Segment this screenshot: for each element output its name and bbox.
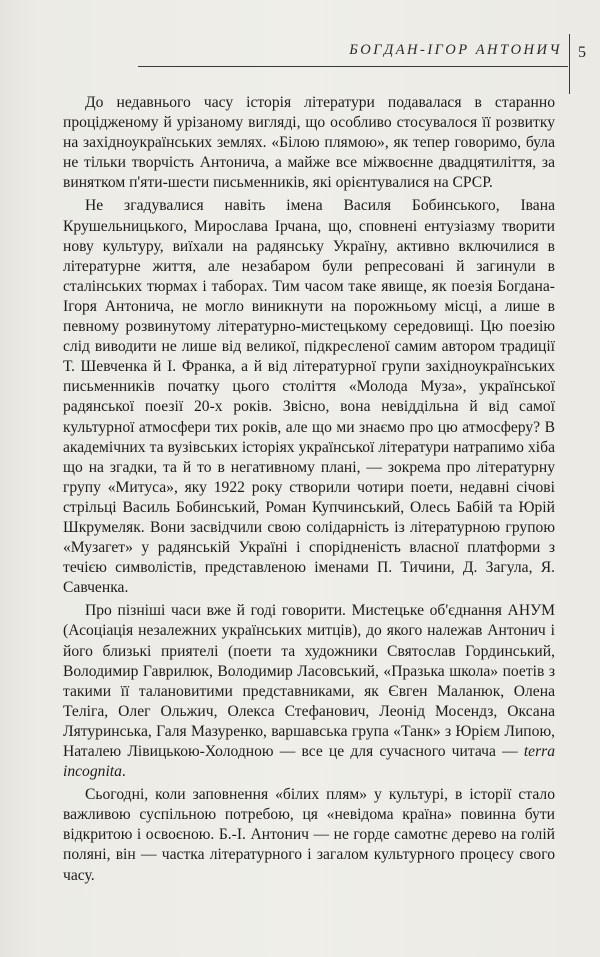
running-title: БОГДАН-ІГОР АНТОНИЧ [349,42,562,58]
paragraph-3-tail: . [121,763,126,781]
paragraph-3 [63,601,555,782]
body-text [63,93,555,889]
paragraph-4: Сьогодні, коли заповнення «білих плям» у культурі, в історії стало важливою суспільною потребою, ця «невідома країна» повинна бути відкритою і освоєною. Б.-І. Антонич — не горде самотнє дерево на голій поляні, він — частка літературного і загалом культурного процесу свого часу. [63,786,555,884]
page-number: 5 [578,44,586,61]
paragraph-2: Не згадувалися навіть імена Василя Бобинського, Івана Крушельницького, Мирослава Ірчана, що, сповнені ентузіазму творити нову культуру, виїхали на радянську Україну, активно включилися в літературне життя, але незабаром були репресовані й загинули в сталінських тюрмах і таборах. Тим часом таке явище, як поезія Богдана-Ігоря Антонича, не могло виникнути на порожньому місці, а лише в певному розвинутому літературно-мистецькому середовищі. Цю поезію слід виводити не лише від великої, підкресленої самим автором традиції Т. Шевченка й І. Франка, а й від літературної групи західноукраїнських письменників початку цього століття «Молода Муза», української радянської поезії 20-х років. Звісно, вона невіддільна й від самої культурної атмосфери тих років, але що ми знаємо про цю атмосферу? В академічних та вузівських історіях української літератури натрапимо хіба що на згадки, та й то в негативному плані, — зокрема про літературну групу «Митуса», яку 1922 року створили чотири поети, недавні січові стрільці Василь Бобинський, Роман Купчинський, Олесь Бабій та Юрій Шкрумеляк. Вони засвідчили свою солідарність із літературною групою «Музагет» у радянській Україні і спорідненість власної платформи з течією символістів, представленою іменами П. Тичини, Д. Загула, Я. Савченка. [63,197,555,597]
paragraph-3-text: Про пізніші часи вже й годі говорити. Мистецьке об'єднання АНУМ (Асоціація незалежних українських митців), до якого належав Антонич і його близькі приятелі (поети та художники Святослав Гординський, Володимир Гаврилюк, Володимир Ласовський, «Празька школа» поетів з такими її талановитими представниками, як Євген Маланюк, Олена Теліга, Олег Ольжич, Олекса Стефанович, Леонід Мосендз, Оксана Лятуринська, Галя Мазуренко, варшавська група «Танк» з Юрієм Липою, Наталею Лівицькою-Холодною — все це для сучасного читача — [63,602,555,760]
header-rule [138,66,568,67]
paragraph-1: До недавнього часу історія літератури подавалася в старанно процідженому й урізаному вигляді, що особливо стосувалося її розвитку на західноукраїнських землях. «Білою плямою», як тепер говоримо, була не тільки творчість Антонича, а майже все міжвоєнне двадцятиліття, за винятком п'яти-шести письменників, які орієнтувалися на СРСР. [63,94,555,192]
paragraph-3-italic-phrase: terra incognita [63,743,555,781]
header-divider [569,34,570,94]
